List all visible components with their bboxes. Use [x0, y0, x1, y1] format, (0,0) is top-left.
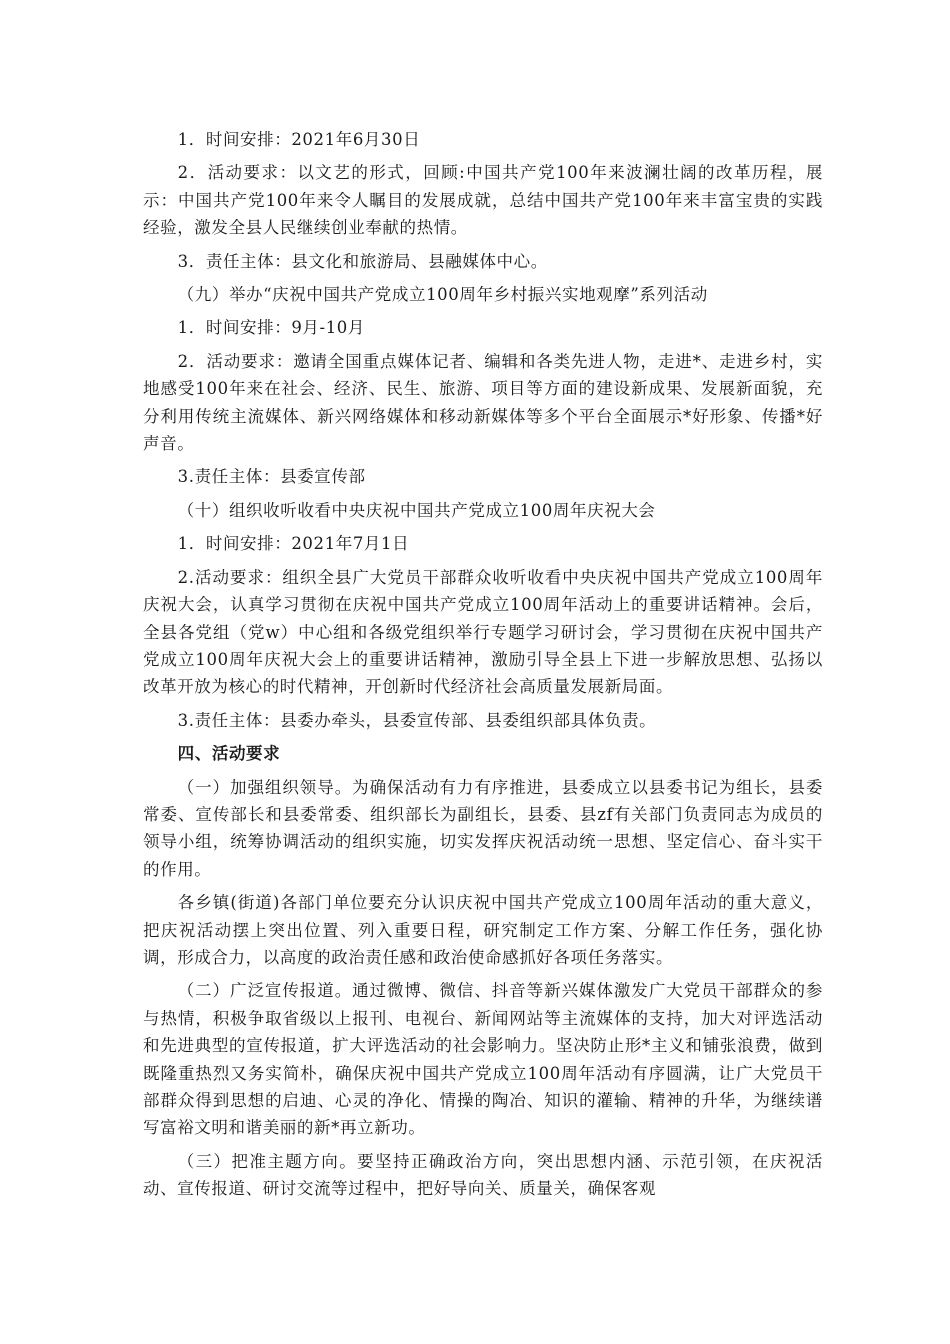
schedule-item: 1．时间安排：9月-10月 [177, 318, 366, 338]
responsibility-item: 3．责任主体：县文化和旅游局、县融媒体中心。 [177, 251, 548, 271]
responsibility-item: 3.责任主体：县委宣传部 [177, 467, 366, 487]
activity-requirement-item: 2.活动要求：组织全县广大党员干部群众收听收看中央庆祝中国共产党成立100周年庆祝大会，认真学习贯彻在庆祝中国共产党成立100周年活动上的重要讲话精神。会后，全县各党组（党w）中心组和各级党组织举行专题学习研讨会，学习贯彻在庆祝中国共产党成立100周年庆祝大会上的重要讲话精神，激励引导全县上下进一步解放思想、弘扬以改革开放为核心的时代精神，开创新时代经济社会高质量发展新局面。 [143, 567, 823, 697]
document-page [143, 126, 823, 1209]
section-heading: 四、活动要求 [177, 744, 281, 764]
activity-ten-title: （十）组织收听收看中央庆祝中国共产党成立100周年庆祝大会 [177, 500, 656, 520]
requirement-publicity: （二）广泛宣传报道。通过微博、微信、抖音等新兴媒体激发广大党员干部群众的参与热情，积极争取省级以上报刊、电视台、新闻网站等主流媒体的支持，加大对评选活动和先进典型的宣传报道，扩大评选活动的社会影响力。坚决防止形*主义和铺张浪费，做到既隆重热烈又务实简朴，确保庆祝中国共产党成立100周年活动有序圆满，让广大党员干部群众得到思想的启迪、心灵的净化、情操的陶冶、知识的灌输、精神的升华，为继续谱写富裕文明和谐美丽的新*再立新功。 [143, 981, 823, 1138]
activity-requirement-item: 2．活动要求：以文艺的形式，回顾:中国共产党100年来波澜壮阔的改革历程，展示：中国共产党100年来令人瞩目的发展成就，总结中国共产党100年来丰富宝贵的实践经验，激发全县人民继续创业奉献的热情。 [143, 163, 823, 238]
activity-nine-title: （九）举办“庆祝中国共产党成立100周年乡村振兴实地观摩”系列活动 [177, 285, 708, 305]
requirement-organization-detail: 各乡镇(街道)各部门单位要充分认识庆祝中国共产党成立100周年活动的重大意义，把庆祝活动摆上突出位置、列入重要日程，研究制定工作方案、分解工作任务，强化协调，形成合力，以高度的政治责任感和政治使命感抓好各项任务落实。 [143, 893, 823, 967]
activity-requirement-item: 2．活动要求：邀请全国重点媒体记者、编辑和各类先进人物，走进*、走进乡村，实地感受100年来在社会、经济、民生、旅游、项目等方面的建设新成果、发展新面貌，充分利用传统主流媒体、新兴网络媒体和移动新媒体等多个平台全面展示*好形象、传播*好声音。 [143, 351, 823, 454]
schedule-item: 1．时间安排：2021年6月30日 [177, 130, 421, 149]
responsibility-item: 3.责任主体：县委办牵头，县委宣传部、县委组织部具体负责。 [177, 710, 657, 730]
schedule-item: 1．时间安排：2021年7月1日 [177, 534, 410, 554]
requirement-organization: （一）加强组织领导。为确保活动有力有序推进，县委成立以县委书记为组长，县委常委、宣传部长和县委常委、组织部长为副组长，县委、县zf有关部门负责同志为成员的领导小组，统筹协调活动的组织实施，切实发挥庆祝活动统一思想、坚定信心、奋斗实干的作用。 [143, 777, 823, 879]
requirement-direction: （三）把准主题方向。要坚持正确政治方向，突出思想内涵、示范引领，在庆祝活动、宣传报道、研讨交流等过程中，把好导向关、质量关，确保客观 [143, 1151, 823, 1199]
